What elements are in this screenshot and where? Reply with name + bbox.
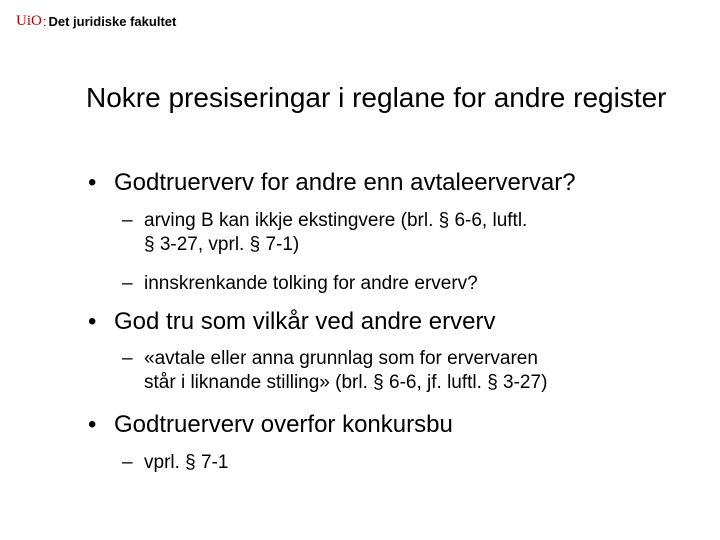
bullet-marker: •	[88, 308, 97, 335]
bullet-item	[88, 168, 576, 198]
dash-marker: –	[122, 273, 133, 294]
sub-bullet-item	[122, 347, 547, 395]
bullet-item	[88, 307, 495, 337]
faculty-name: Det juridiske fakultet	[48, 13, 177, 29]
slide-title: Nokre presiseringar i reglane for andre register	[86, 82, 667, 113]
bullet-marker: •	[88, 411, 97, 438]
uio-logo: UiO	[16, 12, 42, 29]
sub-bullet-text: arving B kan ikkje ekstingvere (brl. § 6-6, luftl.	[144, 210, 528, 231]
sub-bullet-text: innskrenkande tolking for andre erverv?	[144, 273, 478, 294]
sub-bullet-continuation: står i liknande stilling» (brl. § 6-6, jf. luftl. § 3-27)	[144, 372, 548, 393]
dash-marker: –	[122, 348, 133, 369]
sub-bullet-text: «avtale eller anna grunnlag som for ervervaren	[144, 348, 538, 369]
sub-bullet-item	[122, 451, 228, 475]
dash-marker: –	[122, 210, 133, 231]
sub-bullet-item	[122, 272, 478, 296]
bullet-text: God tru som vilkår ved andre erverv	[114, 308, 496, 335]
bullet-marker: •	[88, 169, 97, 196]
sub-bullet-item	[122, 209, 527, 257]
logo-separator: :	[42, 13, 47, 29]
sub-bullet-text: vprl. § 7-1	[144, 452, 229, 473]
bullet-text: Godtruerverv overfor konkursbu	[114, 411, 453, 438]
dash-marker: –	[122, 452, 133, 473]
bullet-text: Godtruerverv for andre enn avtaleervervar?	[114, 169, 576, 196]
sub-bullet-continuation: § 3‑27, vprl. § 7-1)	[144, 234, 300, 255]
bullet-item	[88, 410, 453, 440]
